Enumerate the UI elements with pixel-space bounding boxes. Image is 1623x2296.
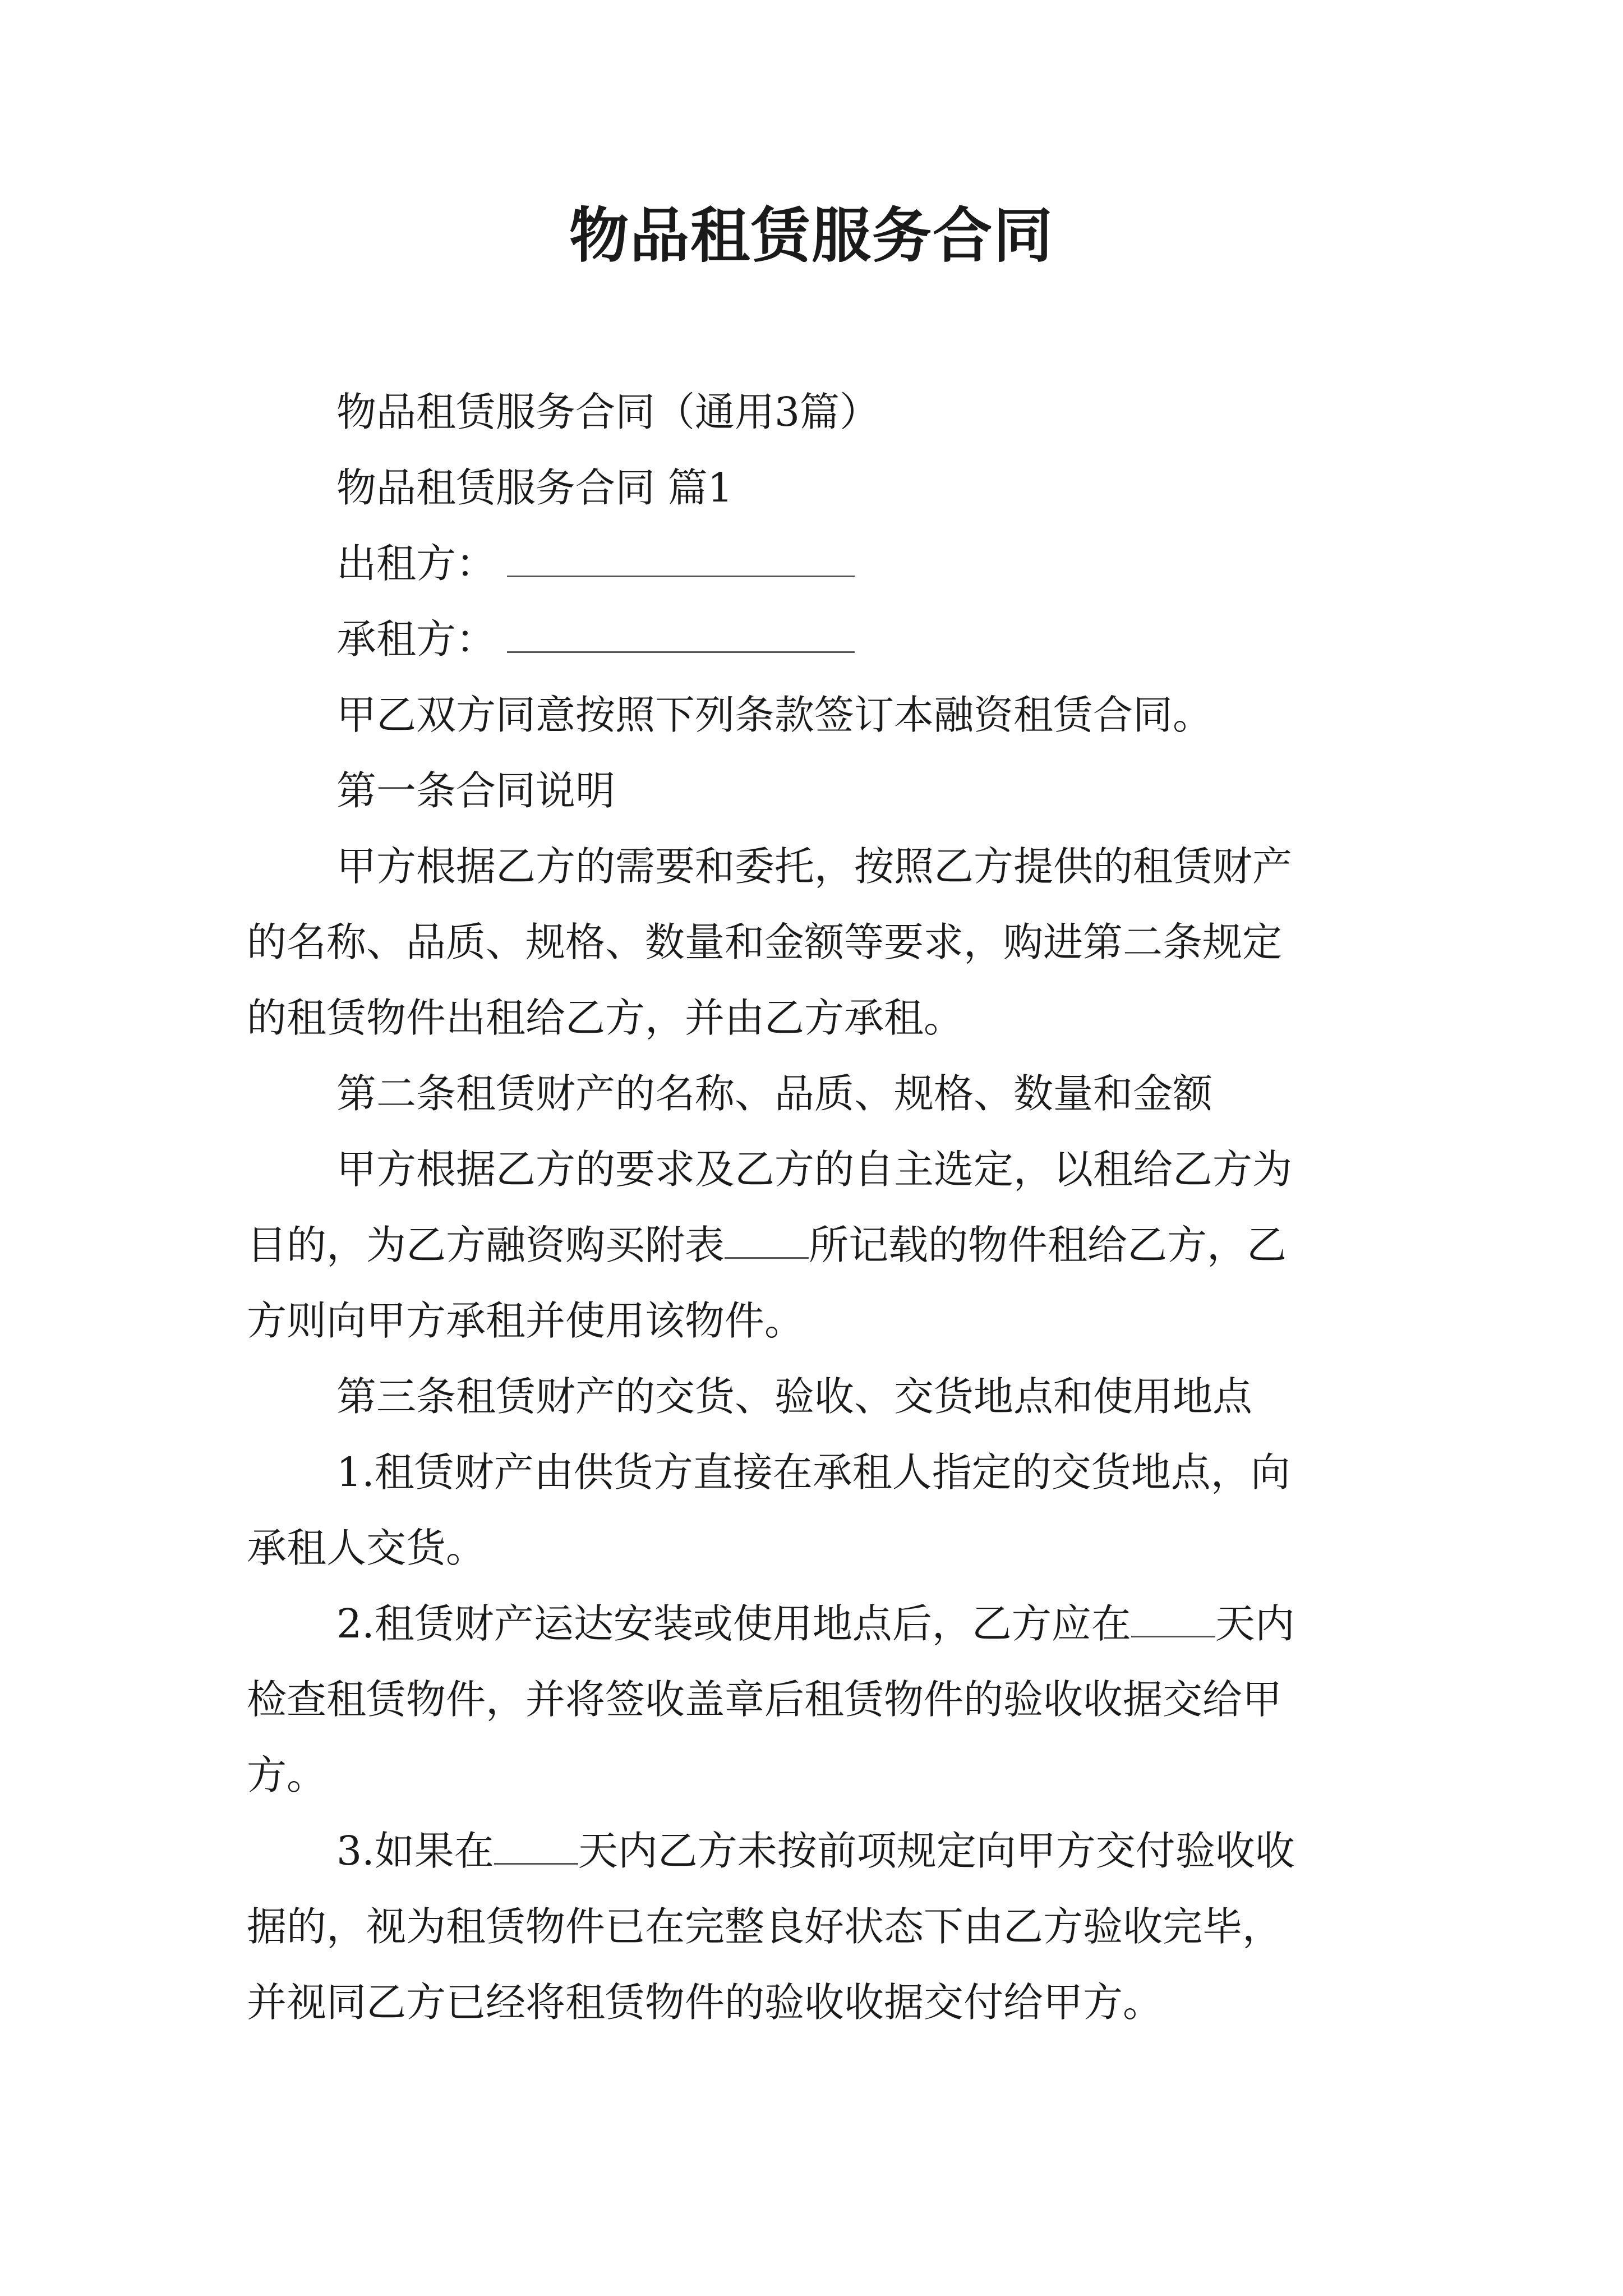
article2-paragraph-line: 方则向甲方承租并使用该物件。 bbox=[247, 1297, 805, 1344]
article2-paragraph-line bbox=[247, 1217, 1287, 1273]
lessor-blank bbox=[507, 542, 855, 577]
item1-line: 承租人交货。 bbox=[247, 1525, 486, 1571]
article1-paragraph-line: 甲方根据乙方的需要和委托，按照乙方提供的租赁财产 bbox=[336, 843, 1293, 890]
item3-text-b: 天内乙方未按前项规定向甲方交付验收收 bbox=[578, 1828, 1295, 1874]
item2-text-b: 天内 bbox=[1215, 1600, 1295, 1647]
lessee-label: 承租方： bbox=[336, 616, 496, 662]
document-subtitle: 物品租赁服务合同（通用3篇） bbox=[336, 389, 880, 435]
item3-line: 并视同乙方已经将租赁物件的验收收据交付给甲方。 bbox=[247, 1979, 1163, 2026]
article2-text-b: 所记载的物件租给乙方，乙 bbox=[809, 1222, 1287, 1268]
days-blank bbox=[494, 1829, 578, 1865]
item1-line: 1.租赁财产由供货方直接在承租人指定的交货地点，向 bbox=[336, 1449, 1290, 1496]
article3-title: 第三条租赁财产的交货、验收、交货地点和使用地点 bbox=[336, 1373, 1253, 1420]
article2-paragraph-line: 甲方根据乙方的要求及乙方的自主选定，以租给乙方为 bbox=[336, 1146, 1293, 1193]
article2-title: 第二条租赁财产的名称、品质、规格、数量和金额 bbox=[336, 1070, 1213, 1117]
item2-line: 方。 bbox=[247, 1752, 327, 1798]
attachment-number-blank bbox=[725, 1223, 809, 1259]
days-blank bbox=[1131, 1602, 1215, 1637]
article2-text-a: 目的，为乙方融资购买附表 bbox=[247, 1222, 725, 1268]
lessee-blank bbox=[507, 618, 855, 653]
article1-paragraph-line: 的名称、品质、规格、数量和金额等要求，购进第二条规定 bbox=[247, 919, 1283, 965]
item3-line: 据的，视为租赁物件已在完整良好状态下由乙方验收完毕， bbox=[247, 1903, 1283, 1950]
lessor-label: 出租方： bbox=[336, 540, 496, 587]
item2-text-a: 2.租赁财产运达安装或使用地点后，乙方应在 bbox=[336, 1600, 1131, 1647]
lessee-line bbox=[336, 611, 855, 668]
intro-text: 甲乙双方同意按照下列条款签订本融资租赁合同。 bbox=[336, 692, 1213, 738]
section-heading: 物品租赁服务合同 篇1 bbox=[336, 464, 733, 511]
article1-title: 第一条合同说明 bbox=[336, 767, 616, 814]
lessor-line bbox=[336, 536, 855, 592]
item2-line bbox=[336, 1596, 1295, 1652]
item3-text-a: 3.如果在 bbox=[336, 1828, 494, 1874]
item2-line: 检查租赁物件，并将签收盖章后租赁物件的验收收据交给甲 bbox=[247, 1676, 1283, 1723]
article1-paragraph-line: 的租赁物件出租给乙方，并由乙方承租。 bbox=[247, 995, 964, 1041]
item3-line bbox=[336, 1823, 1295, 1879]
document-title: 物品租赁服务合同 bbox=[569, 200, 1054, 270]
